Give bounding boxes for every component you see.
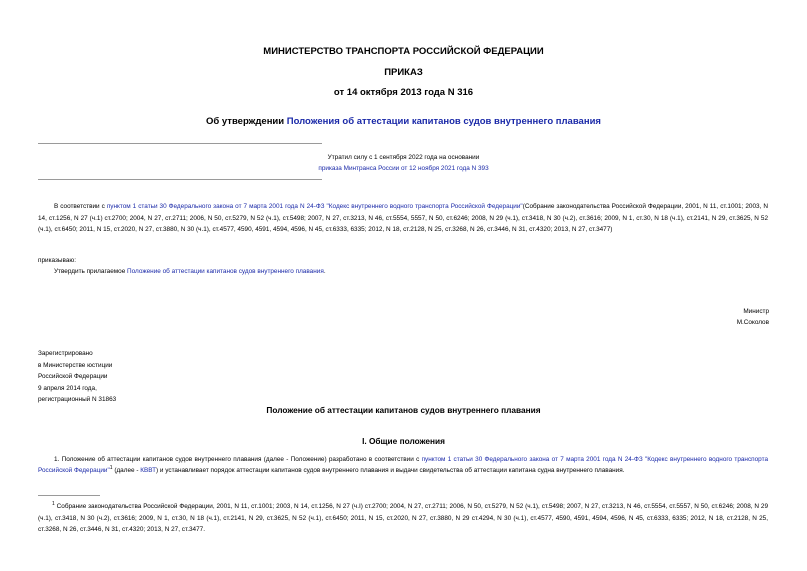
- footnote-mark: 1: [52, 500, 55, 507]
- section-heading: I. Общие положения: [362, 436, 445, 446]
- doc-type-heading: ПРИКАЗ: [384, 67, 423, 78]
- regulation-title-link[interactable]: Положения об аттестации капитанов судов внутреннего плавания: [286, 116, 601, 127]
- order-label: приказываю:: [38, 257, 76, 264]
- signer-name: М.Соколов: [736, 319, 769, 326]
- paragraph-1-text-b: (далее -: [112, 467, 141, 475]
- preamble-paragraph: [38, 201, 768, 236]
- status-bottom-rule: [38, 179, 322, 180]
- paragraph-1-text: 1. Положение об аттестации капитанов судов внутреннего плавания (далее - Положение) разработано в соответствии с: [54, 456, 422, 463]
- order-title-prefix: Об утверждении: [206, 116, 287, 127]
- kvvt-abbr-link[interactable]: КВВТ: [140, 467, 156, 475]
- paragraph-1-text-c: ) и устанавливает порядок аттестации капитанов судов внутреннего плавания и выдачи свидетельства об аттестации капитана судна внутреннего плавания.: [156, 467, 625, 475]
- kvvt-article-link[interactable]: пунктом 1 статьи 30 Федерального закона от 7 марта 2001 года N 24-ФЗ "Кодекс внутреннего водного транспорта Российской Федерации": [106, 203, 523, 210]
- paragraph-1: [38, 454, 768, 477]
- registration-line: Зарегистрировано: [38, 350, 93, 357]
- footnote-text: Собрание законодательства Российской Федерации, 2001, N 11, ст.1001; 2003, N 14, ст.1256, N 27 (ч.I) ст.2700; 2004, N 27, ст.2711; 2006, N 50, ст.5279, N 52 (ч.1), ст.5498; 2007, N 27, ст.3213, N 46, ст.5554, ст.5557, N 50, ст.6246; 2008, N 29 (ч.1), ст.3418, N 30 (ч.2), ст.3616; 2009, N 1, ст.30, N 18 (ч.1), ст.2141, N 29, ст.3625, N 52 (ч.1), ст.6450; 2011, N 15, ст.2020, N 27, ст.3880, N 29 ст.4294, N 30 (ч.1), ст.4577, 4590, 4591, 4594, 4596, N 45, ст.6333, 6335; 2012, N 18, ст.2128, N 25, ст.3268, N 26, ст.3446, N 31, ст.4320; 2013, N 27, ст.3477.: [38, 503, 768, 534]
- paragraph-1-kvvt-link[interactable]: пунктом 1 статьи 30 Федерального закона от 7 марта 2001 года N 24-ФЗ "Кодекс внутреннего водного транспорта Российской Федерации": [38, 456, 768, 475]
- order-text-suffix: .: [323, 268, 326, 275]
- ministry-heading: МИНИСТЕРСТВО ТРАНСПОРТА РОССИЙСКОЙ ФЕДЕРАЦИИ: [263, 46, 544, 57]
- registration-line: регистрационный N 31863: [38, 396, 117, 404]
- order-text-prefix: Утвердить прилагаемое: [54, 268, 128, 275]
- regulation-heading: Положение об аттестации капитанов судов внутреннего плавания: [266, 405, 541, 415]
- registration-line: Российской Федерации: [38, 373, 108, 381]
- registration-block: [38, 348, 116, 406]
- footnote: [38, 501, 768, 536]
- footnote-rule: [38, 495, 100, 496]
- order-title: [0, 116, 807, 127]
- preamble-intro: В соответствии с: [54, 203, 107, 210]
- status-line: Утратил силу с 1 сентября 2022 года на основании: [327, 154, 480, 161]
- registration-line: в Министерстве юстиции: [38, 361, 113, 369]
- registration-line: 9 апреля 2014 года,: [38, 384, 97, 392]
- order-date-number: от 14 октября 2013 года N 316: [333, 87, 474, 98]
- footnote-ref[interactable]: 1: [109, 465, 113, 472]
- approved-regulation-link[interactable]: Положение об аттестации капитанов судов внутреннего плавания: [127, 268, 324, 275]
- signer-position: Министр: [743, 308, 769, 315]
- repeal-order-link[interactable]: приказа Минтранса России от 12 ноября 2021 года N 393: [318, 165, 489, 172]
- status-link-line: [0, 163, 807, 175]
- preamble-citations: (Собрание законодательства Российской Федерации, 2001, N 11, ст.1001; 2003, N 14, ст.1256, N 27 (ч.1) ст.2700; 2004, N 27, ст.2711; 2006, N 50, ст.5279, N 52 (ч.1), ст.5498; 2007, N 27, ст.3213, N 46, ст.5554, 5557, N 50, ст.6246; 2008, N 29 (ч.1), ст.3418, N 30 (ч.2), ст.3616; 2009, N 1, ст.30, N 18 (ч.1), ст.2141, N 29, ст.3625, N 52 (ч.1), ст.6450; 2011, N 15, ст.2020, N 27, ст.3880, N 30 (ч.1), ст.4577, 4590, 4591, 4594, 4596, N 45, ст.6333, 6335; 2012, N 18, ст.2128, N 25, ст.3268, N 26, ст.3446, N 31, ст.4320; 2013, N 27, ст.3477): [38, 203, 768, 234]
- status-top-rule: [38, 143, 322, 144]
- order-text: [54, 266, 326, 278]
